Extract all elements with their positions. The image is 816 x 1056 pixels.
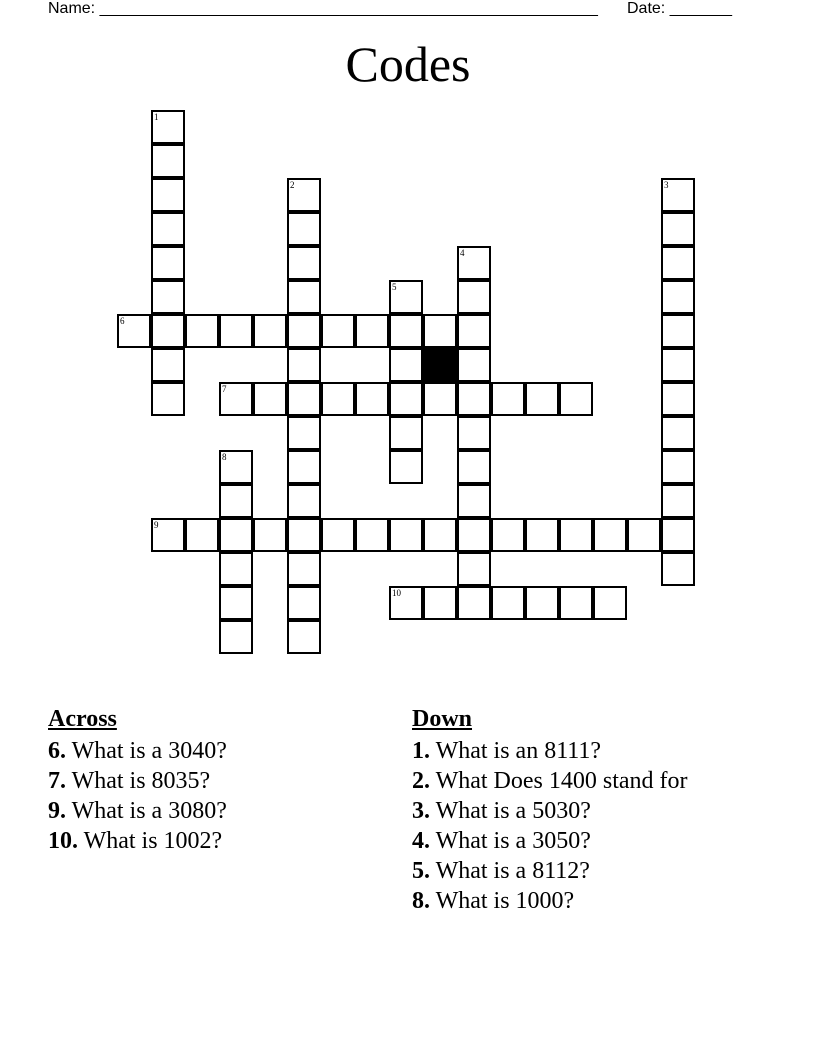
answer-square[interactable] xyxy=(457,450,491,484)
clue-text: What is a 3040? xyxy=(66,738,227,764)
answer-square[interactable] xyxy=(457,518,491,552)
clue-number-label: 4 xyxy=(460,248,465,258)
answer-square[interactable] xyxy=(287,518,321,552)
answer-square[interactable] xyxy=(559,518,593,552)
clue-text: What Does 1400 stand for xyxy=(430,768,688,794)
answer-square[interactable] xyxy=(151,212,185,246)
answer-square[interactable] xyxy=(661,246,695,280)
answer-square[interactable] xyxy=(559,586,593,620)
clue-text: What is a 5030? xyxy=(430,798,591,824)
answer-square[interactable] xyxy=(287,382,321,416)
answer-square[interactable] xyxy=(151,246,185,280)
answer-square[interactable] xyxy=(389,382,423,416)
answer-square[interactable] xyxy=(287,450,321,484)
answer-square[interactable] xyxy=(389,518,423,552)
clue-number: 2. xyxy=(412,768,430,794)
answer-square[interactable] xyxy=(287,280,321,314)
answer-square[interactable] xyxy=(661,552,695,586)
clue-text: What is an 8111? xyxy=(430,738,602,764)
answer-square[interactable] xyxy=(491,586,525,620)
answer-square[interactable] xyxy=(457,484,491,518)
answer-square[interactable] xyxy=(219,382,253,416)
answer-square[interactable] xyxy=(457,586,491,620)
answer-square[interactable] xyxy=(457,552,491,586)
answer-square[interactable] xyxy=(525,586,559,620)
answer-square[interactable] xyxy=(219,450,253,484)
answer-square[interactable] xyxy=(661,518,695,552)
answer-square[interactable] xyxy=(389,348,423,382)
clue-number-label: 6 xyxy=(120,316,125,326)
answer-square[interactable] xyxy=(151,144,185,178)
answer-square[interactable] xyxy=(661,382,695,416)
answer-square[interactable] xyxy=(389,450,423,484)
clue-number: 1. xyxy=(412,738,430,764)
answer-square[interactable] xyxy=(219,620,253,654)
black-square xyxy=(423,348,457,382)
answer-square[interactable] xyxy=(627,518,661,552)
clue-text: What is 1000? xyxy=(430,888,575,914)
answer-square[interactable] xyxy=(389,416,423,450)
clue-number: 10. xyxy=(48,828,78,854)
answer-square[interactable] xyxy=(525,382,559,416)
answer-square[interactable] xyxy=(287,178,321,212)
answer-square[interactable] xyxy=(321,382,355,416)
puzzle-title: Codes xyxy=(345,36,471,92)
answer-square[interactable] xyxy=(457,280,491,314)
date-field-label: Date: _______ xyxy=(627,0,732,17)
clue-number: 6. xyxy=(48,738,66,764)
answer-square[interactable] xyxy=(287,416,321,450)
answer-square[interactable] xyxy=(253,518,287,552)
answer-square[interactable] xyxy=(321,518,355,552)
clue-number: 5. xyxy=(412,858,430,884)
clue-number: 4. xyxy=(412,828,430,854)
clue-text: What is a 3080? xyxy=(66,798,227,824)
answer-square[interactable] xyxy=(423,518,457,552)
answer-square[interactable] xyxy=(185,314,219,348)
answer-square[interactable] xyxy=(151,314,185,348)
answer-square[interactable] xyxy=(661,280,695,314)
answer-square[interactable] xyxy=(185,518,219,552)
answer-square[interactable] xyxy=(151,280,185,314)
clue-number: 7. xyxy=(48,768,66,794)
answer-square[interactable] xyxy=(593,586,627,620)
answer-square[interactable] xyxy=(661,416,695,450)
answer-square[interactable] xyxy=(287,212,321,246)
answer-square[interactable] xyxy=(457,314,491,348)
answer-square[interactable] xyxy=(253,314,287,348)
clue-number-label: 2 xyxy=(290,180,295,190)
answer-square[interactable] xyxy=(491,518,525,552)
answer-square[interactable] xyxy=(287,552,321,586)
clue-text: What is 1002? xyxy=(78,828,223,854)
clue-text: What is a 3050? xyxy=(430,828,591,854)
clue-number: 8. xyxy=(412,888,430,914)
clue-number-label: 1 xyxy=(154,112,159,122)
answer-square[interactable] xyxy=(151,518,185,552)
clue-text: What is 8035? xyxy=(66,768,211,794)
answer-square[interactable] xyxy=(219,484,253,518)
across-heading: Across xyxy=(48,706,117,732)
answer-square[interactable] xyxy=(457,382,491,416)
across-clue xyxy=(48,766,378,796)
answer-square[interactable] xyxy=(593,518,627,552)
answer-square[interactable] xyxy=(355,382,389,416)
answer-square[interactable] xyxy=(287,586,321,620)
answer-square[interactable] xyxy=(661,484,695,518)
answer-square[interactable] xyxy=(151,110,185,144)
answer-square[interactable] xyxy=(219,314,253,348)
answer-square[interactable] xyxy=(219,552,253,586)
clue-number: 3. xyxy=(412,798,430,824)
answer-square[interactable] xyxy=(287,246,321,280)
down-clue xyxy=(412,886,712,916)
clue-number-label: 10 xyxy=(392,588,401,598)
clue-number: 9. xyxy=(48,798,66,824)
down-clue xyxy=(412,766,712,796)
answer-square[interactable] xyxy=(457,348,491,382)
answer-square[interactable] xyxy=(355,314,389,348)
answer-square[interactable] xyxy=(287,348,321,382)
answer-square[interactable] xyxy=(321,314,355,348)
down-clue xyxy=(412,856,712,886)
answer-square[interactable] xyxy=(151,382,185,416)
answer-square[interactable] xyxy=(117,314,151,348)
across-clues xyxy=(48,704,378,856)
clue-number-label: 8 xyxy=(222,452,227,462)
answer-square[interactable] xyxy=(219,518,253,552)
answer-square[interactable] xyxy=(219,586,253,620)
down-clue xyxy=(412,826,712,856)
answer-square[interactable] xyxy=(457,246,491,280)
answer-square[interactable] xyxy=(491,382,525,416)
answer-square[interactable] xyxy=(423,314,457,348)
answer-square[interactable] xyxy=(287,620,321,654)
answer-square[interactable] xyxy=(287,314,321,348)
down-clue xyxy=(412,796,712,826)
answer-square[interactable] xyxy=(151,178,185,212)
answer-square[interactable] xyxy=(661,178,695,212)
clue-number-label: 7 xyxy=(222,384,227,394)
answer-square[interactable] xyxy=(389,314,423,348)
answer-square[interactable] xyxy=(287,484,321,518)
answer-square[interactable] xyxy=(423,586,457,620)
answer-square[interactable] xyxy=(457,416,491,450)
across-clue xyxy=(48,826,378,856)
answer-square[interactable] xyxy=(389,586,423,620)
answer-square[interactable] xyxy=(151,348,185,382)
answer-square[interactable] xyxy=(661,348,695,382)
across-clue xyxy=(48,736,378,766)
answer-square[interactable] xyxy=(559,382,593,416)
answer-square[interactable] xyxy=(525,518,559,552)
name-field-label: Name: ________________________________________________________ xyxy=(48,0,598,17)
answer-square[interactable] xyxy=(661,314,695,348)
answer-square[interactable] xyxy=(423,382,457,416)
answer-square[interactable] xyxy=(253,382,287,416)
clue-number-label: 9 xyxy=(154,520,159,530)
answer-square[interactable] xyxy=(355,518,389,552)
answer-square[interactable] xyxy=(389,280,423,314)
down-clues xyxy=(412,704,712,916)
clue-number-label: 5 xyxy=(392,282,397,292)
down-heading: Down xyxy=(412,706,473,732)
clue-text: What is a 8112? xyxy=(430,858,590,884)
down-clue xyxy=(412,736,712,766)
answer-square[interactable] xyxy=(661,212,695,246)
across-clue xyxy=(48,796,378,826)
answer-square[interactable] xyxy=(661,450,695,484)
clue-number-label: 3 xyxy=(664,180,669,190)
